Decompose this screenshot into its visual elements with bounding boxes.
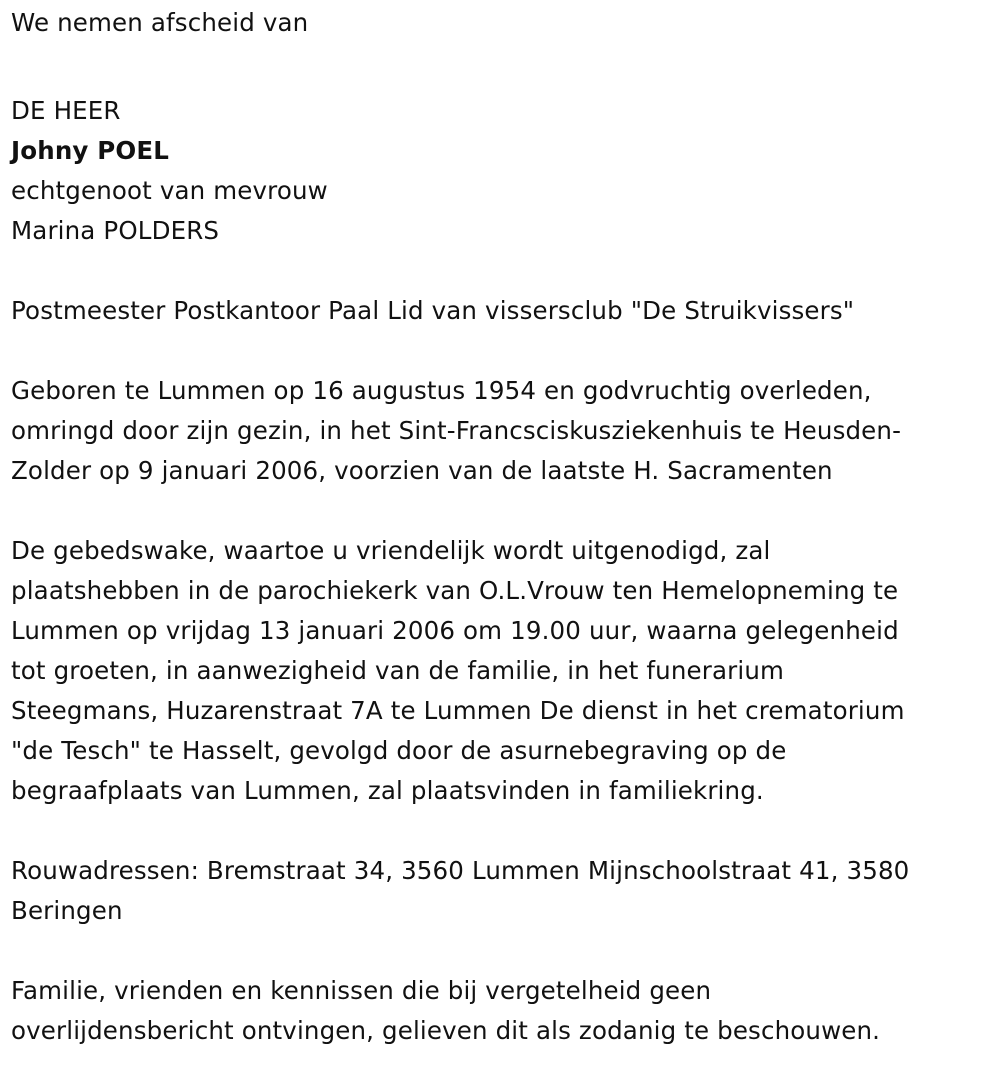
- spacer: [11, 251, 990, 291]
- spouse-relation: echtgenoot van mevrouw: [11, 176, 328, 205]
- paragraph-line: plaatshebben in de parochiekerk van O.L.Vrouw ten Hemelopneming te: [11, 576, 899, 605]
- addresses-paragraph: [11, 851, 990, 931]
- paragraph-line: Geboren te Lummen op 16 augustus 1954 en godvruchtig overleden,: [11, 376, 872, 405]
- spacer: [11, 83, 990, 91]
- deceased-name: Johny POEL: [11, 136, 169, 165]
- paragraph-line: Familie, vrienden en kennissen die bij vergetelheid geen: [11, 976, 712, 1005]
- spouse-name: Marina POLDERS: [11, 216, 220, 245]
- birth-death-paragraph: [11, 371, 990, 491]
- paragraph-line: Rouwadressen: Bremstraat 34, 3560 Lummen Mijnschoolstraat 41, 3580: [11, 856, 910, 885]
- paragraph-line: omringd door zijn gezin, in het Sint-Francsciskusziekenhuis te Heusden-: [11, 416, 902, 445]
- obituary-notice: [11, 3, 990, 1051]
- intro-text: We nemen afscheid van: [11, 8, 309, 37]
- paragraph-line: Zolder op 9 januari 2006, voorzien van de laatste H. Sacramenten: [11, 456, 833, 485]
- paragraph-line: Steegmans, Huzarenstraat 7A te Lummen De dienst in het crematorium: [11, 696, 905, 725]
- title-prefix: DE HEER: [11, 96, 121, 125]
- ceremony-paragraph: [11, 531, 990, 811]
- paragraph-line: "de Tesch" te Hasselt, gevolgd door de asurnebegraving op de: [11, 736, 787, 765]
- paragraph-line: overlijdensbericht ontvingen, gelieven dit als zodanig te beschouwen.: [11, 1016, 881, 1045]
- spacer: [11, 931, 990, 971]
- paragraph-line: Lummen op vrijdag 13 januari 2006 om 19.00 uur, waarna gelegenheid: [11, 616, 899, 645]
- spacer: [11, 331, 990, 371]
- paragraph-line: Beringen: [11, 896, 123, 925]
- paragraph-line: tot groeten, in aanwezigheid van de familie, in het funerarium: [11, 656, 785, 685]
- spacer: [11, 491, 990, 531]
- spacer: [11, 43, 990, 83]
- spacer: [11, 811, 990, 851]
- paragraph-line: De gebedswake, waartoe u vriendelijk wordt uitgenodigd, zal: [11, 536, 771, 565]
- closing-paragraph: [11, 971, 990, 1051]
- occupation-text: Postmeester Postkantoor Paal Lid van vissersclub "De Struikvissers": [11, 296, 855, 325]
- paragraph-line: begraafplaats van Lummen, zal plaatsvinden in familiekring.: [11, 776, 764, 805]
